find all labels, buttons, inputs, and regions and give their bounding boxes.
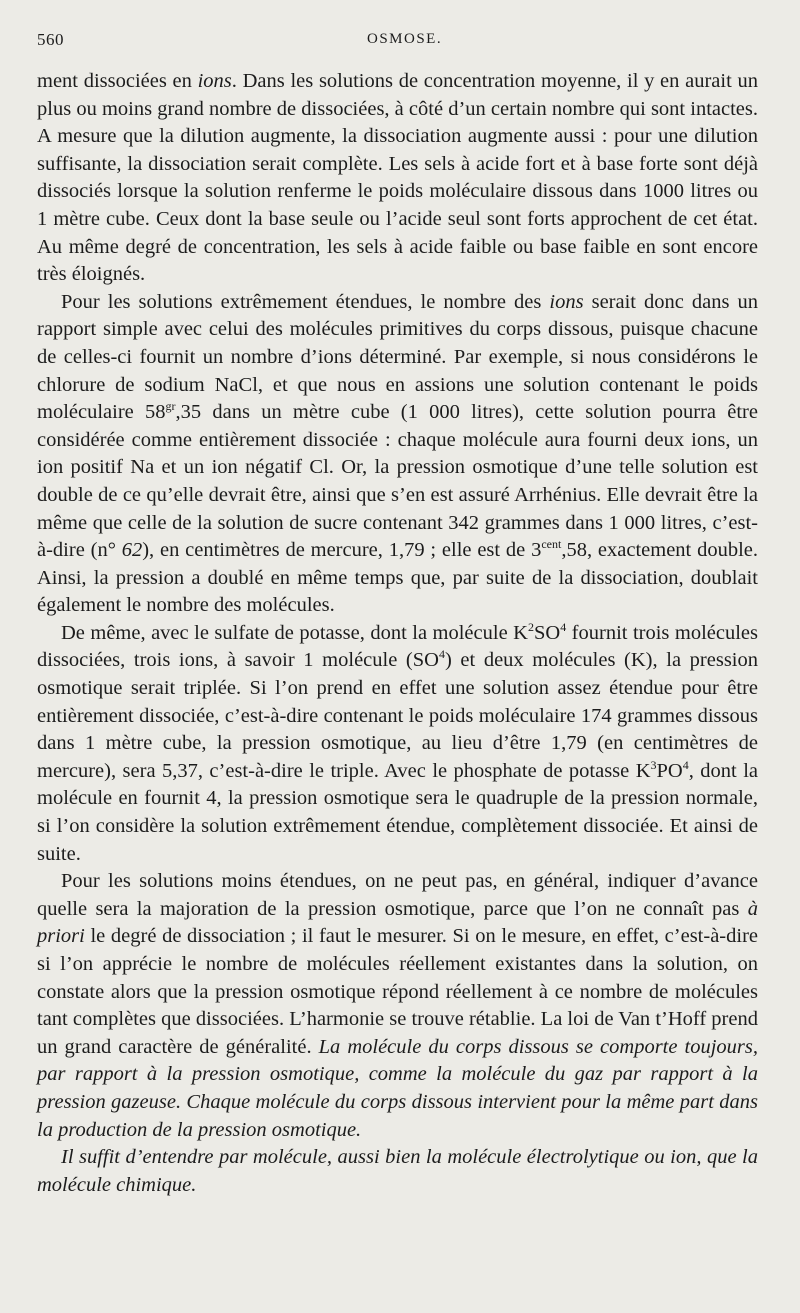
superscript: 4 [438,647,445,662]
page-number: 560 [37,30,64,49]
text-run: ment dissociées en [37,70,198,92]
text-run: ), en centimètres de mercure, 1,79 ; elle est de 3 [142,539,542,562]
text-run: serait donc dans un rapport simple avec celui des molécules primitives du corps dissous, puisque chacune de celles-ci fournit un nombre d’ions déterminé. Par exemple, si nous considérons le chlorure de sodium NaCl, et que nous en assions une solution contenant le poids moléculaire 58 [37,290,758,424]
body-text [37,68,758,1199]
italic-text: ions [197,70,232,92]
superscript: cent [541,537,562,552]
italic-text: ions [549,290,584,313]
running-title: OSMOSE. [367,31,443,47]
text-run: ,58, exactement double. Ainsi, la pression a doublé en même temps que, par suite de la dissociation, doublait également le nombre des molécules. [37,539,758,617]
paragraph [37,868,758,1144]
paragraph [37,289,758,620]
italic-text: à priori [37,897,758,948]
text-run: Pour les solutions moins étendues, on ne peut pas, en général, indiquer d’avance quelle sera la majoration de la pression osmotique, parce que l’on ne connaît pas [37,870,758,920]
paragraph [37,1144,758,1199]
text-run: le degré de dissociation ; il faut le mesurer. Si on le mesure, en effet, c’est-à-dire si l’on apprécie le nombre de molécules réellement existantes dans la solution, on constate alors que la pression osmotique répond réellement à ce nombre de molécules tant complètes que dissociées. L’harmonie se trouve rétablie. La loi de Van t’Hoff prend un grand caractère de généralité. [37,925,758,1058]
italic-text: 62 [121,539,143,562]
superscript: 4 [682,758,689,773]
superscript: gr [165,399,176,414]
text-run: fournit trois molécules dissociées, trois ions, à savoir 1 molécule (SO [37,621,758,672]
superscript: 2 [527,620,534,635]
paragraph [37,620,758,868]
text-run: SO [533,621,561,644]
page-header [37,30,758,56]
text-run: ) et deux molécules (K), la pression osmotique serait triplée. Si l’on prend en effet une solution assez étendue pour être entièrement dissociée, c’est-à-dire contenant le poids moléculaire 174 grammes dissous dans 1 mètre cube, la pression osmotique, au lieu d’être 1,79 (en centimètres de mercure), sera 5,37, c’est-à-dire le triple. Avec le phosphate de potasse K [37,649,758,782]
superscript: 3 [650,758,657,773]
paragraph [37,68,758,289]
text-run: ,35 dans un mètre cube (1 000 litres), cette solution pourra être considérée comme entièrement dissociée : chaque molécule aura fourni deux ions, un ion positif Na et un ion négatif Cl. Or, la pression osmotique d’une telle solution est double de ce qu’elle devrait être, ainsi que s’en est assuré Arrhénius. Elle devrait être la même que celle de la solution de sucre contenant 342 grammes dans 1 000 litres, c’est-à-dire (n° [37,401,758,562]
text-run: . Dans les solutions de concentration moyenne, il y en aurait un plus ou moins grand nombre de dissociées, à côté d’un certain nombre qui sont intactes. A mesure que la dilution augmente, la dissociation augmente aussi : pour une dilution suffisante, la dissociation serait complète. Les sels à acide fort et à base forte sont déjà dissociés lorsque la solution renferme le poids moléculaire dissous dans 1000 litres ou 1 mètre cube. Ceux dont la base seule ou l’acide seul sont forts approchent de cet état. Au même degré de concentration, les sels à acide faible ou base faible en sont encore très éloignés. [37,70,758,286]
superscript: 4 [560,620,567,635]
italic-text: Il suffit d’entendre par molécule, aussi bien la molécule électrolytique ou ion, que la molécule chimique. [37,1146,758,1196]
text-run: , dont la molécule en fournit 4, la pression osmotique sera le quadruple de la pression normale, si l’on considère la solution extrêmement étendue, complètement dissociée. Et ainsi de suite. [37,759,758,865]
text-run: Pour les solutions extrêmement étendues, le nombre des [61,290,550,313]
text-run: PO [656,759,683,782]
italic-text: La molécule du corps dissous se comporte toujours, par rapport à la pression osmotique, comme la molécule du gaz par rapport à la pression gazeuse. Chaque molécule du corps dissous intervient pour la même part dans la production de la pression osmotique. [37,1035,758,1141]
text-run: De même, avec le sulfate de potasse, dont la molécule K [61,621,528,644]
